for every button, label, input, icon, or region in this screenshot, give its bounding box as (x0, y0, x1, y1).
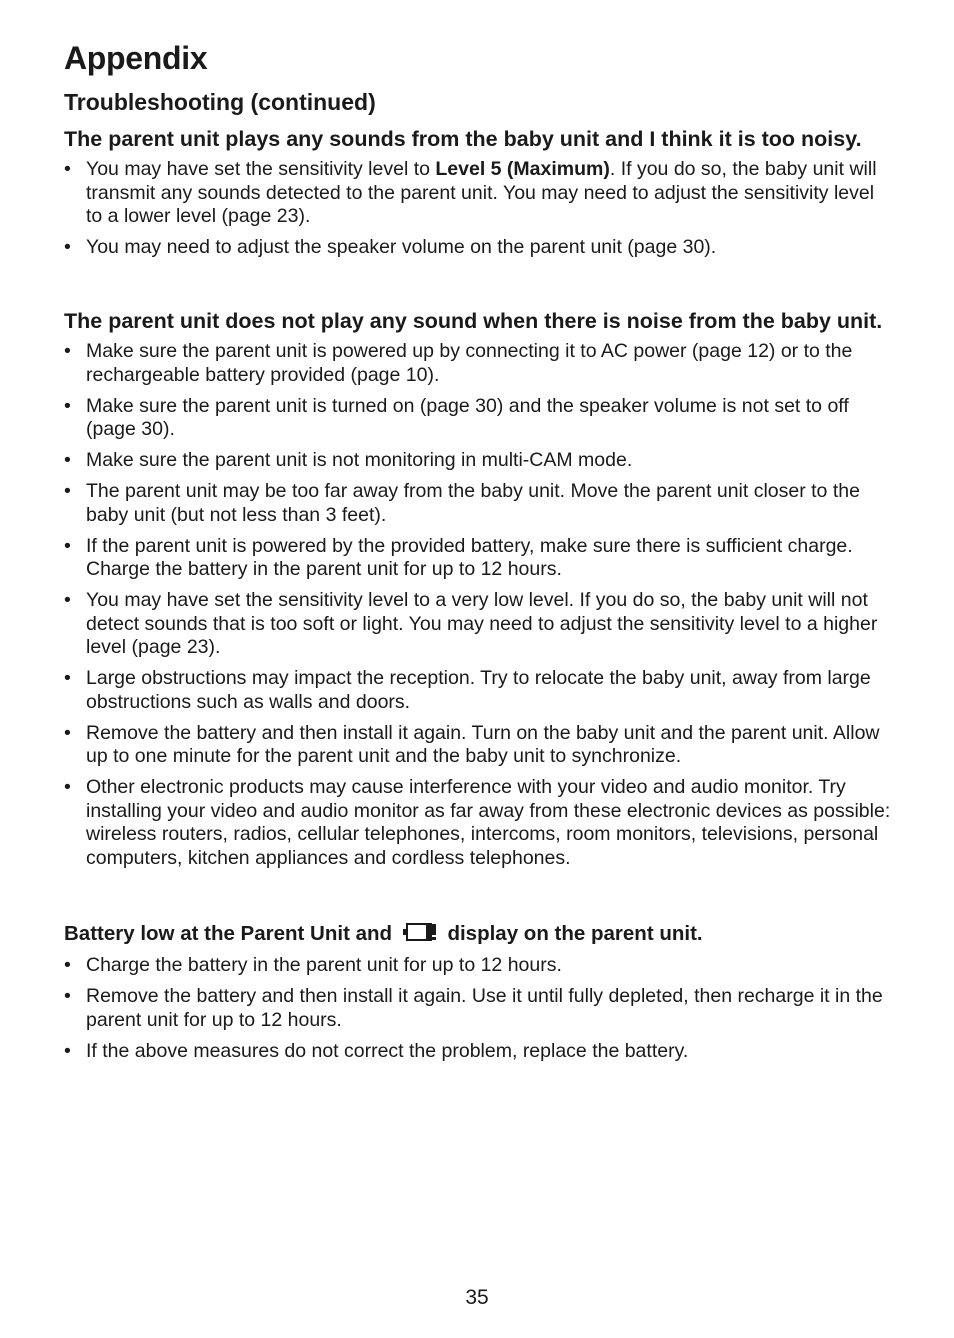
list-item (64, 776, 894, 870)
bullet-glyph: • (64, 449, 71, 471)
list-item-bold-text: Level 5 (Maximum) (435, 158, 610, 180)
issue-too-noisy (64, 127, 894, 260)
issue-heading: The parent unit does not play any sound when there is noise from the baby unit. (64, 309, 883, 333)
bullet-glyph: • (64, 589, 71, 611)
issue-heading-start: Battery low at the Parent Unit and (64, 922, 393, 945)
list-item-text: Large obstructions may impact the reception. Try to relocate the baby unit, away from large obstructions such as walls and doors. (86, 667, 871, 713)
bullet-glyph: • (64, 480, 71, 502)
list-item-text: Charge the battery in the parent unit for up to 12 hours. (86, 954, 562, 976)
list-item-text: Make sure the parent unit is not monitoring in multi-CAM mode. (86, 449, 633, 471)
chapter-title: Appendix (64, 40, 208, 76)
issue-no-sound (64, 309, 894, 870)
bullet-glyph: • (64, 394, 71, 417)
list-item-text: Make sure the parent unit is turned on (page 30) and the speaker volume is not set to off (page 30). (86, 394, 849, 440)
issue-heading-end: display on the parent unit. (447, 922, 703, 945)
section-title: Troubleshooting (continued) (64, 89, 376, 115)
list-item-text: Other electronic products may cause interference with your video and audio monitor. Try installing your video and audio monitor as far away from these electronic devices as possible: wireless routers, radios, cellular telephones, intercoms, room monitors, televisions, personal computers, kitchen appliances and cordless telephones. (86, 776, 891, 869)
list-item (64, 589, 894, 660)
bullet-glyph: • (64, 158, 71, 180)
list-item-text: Remove the battery and then install it again. Use it until fully depleted, then recharge it in the parent unit for up to 12 hours. (86, 985, 883, 1031)
list-item (64, 954, 894, 978)
list-item (64, 667, 894, 714)
list-item-text-end: . If you do so, the baby unit will transmit any sounds detected to the parent unit. You may need to adjust the sensitivity level to a lower level (page 23). (86, 158, 877, 227)
bullet-glyph: • (64, 236, 71, 258)
bullet-glyph: • (64, 340, 71, 362)
list-item (64, 340, 894, 387)
solution-list (64, 158, 894, 260)
list-item (64, 985, 894, 1032)
issue-battery-low (64, 921, 894, 1063)
list-item-text: If the parent unit is powered by the provided battery, make sure there is sufficient charge. Charge the battery in the parent unit for up to 12 hours. (86, 534, 853, 580)
bullet-glyph: • (64, 667, 71, 689)
list-item (64, 449, 894, 473)
list-item (64, 480, 894, 527)
list-item (64, 722, 894, 769)
bullet-glyph: • (64, 985, 71, 1007)
list-item (64, 158, 894, 229)
list-item-text: Make sure the parent unit is powered up by connecting it to AC power (page 12) or to the rechargeable battery provided (page 10). (86, 340, 853, 386)
list-item-text: Remove the battery and then install it again. Turn on the baby unit and the parent unit. Allow up to one minute for the parent unit and the baby unit to synchronize. (86, 721, 880, 767)
list-item-text: If the above measures do not correct the problem, replace the battery. (86, 1039, 689, 1062)
list-item (64, 1040, 894, 1064)
solution-list (64, 340, 894, 870)
bullet-glyph: • (64, 1039, 71, 1062)
bullet-glyph: • (64, 721, 71, 744)
list-item (64, 535, 894, 582)
bullet-glyph: • (64, 954, 71, 976)
issue-heading: The parent unit plays any sounds from the baby unit and I think it is too noisy. (64, 127, 862, 151)
list-item (64, 236, 894, 260)
list-item (64, 395, 894, 442)
list-item-text-start: You may have set the sensitivity level to (86, 158, 436, 180)
page-number: 35 (465, 1286, 489, 1309)
list-item-text: You may need to adjust the speaker volume on the parent unit (page 30). (86, 236, 717, 258)
list-item-text: The parent unit may be too far away from the baby unit. Move the parent unit closer to the baby unit (but not less than 3 feet). (86, 480, 860, 526)
battery-low-icon (402, 922, 438, 948)
list-item-text: You may have set the sensitivity level to a very low level. If you do so, the baby unit will not detect sounds that is too soft or light. You may need to adjust the sensitivity level to a higher level (page 23). (86, 589, 878, 658)
issue-heading (64, 921, 894, 948)
bullet-glyph: • (64, 776, 71, 798)
solution-list (64, 954, 894, 1063)
bullet-glyph: • (64, 534, 71, 557)
